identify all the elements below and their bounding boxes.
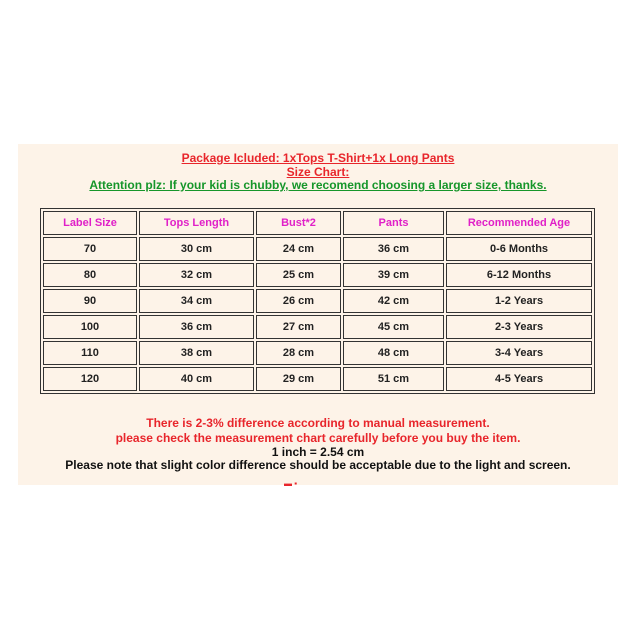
tops-length-cell: 38 cm (139, 341, 254, 365)
label-size-cell: 70 (43, 237, 137, 261)
table-header-row (43, 211, 592, 235)
bust-cell: 29 cm (256, 367, 341, 391)
pants-cell: 48 cm (343, 341, 444, 365)
check-chart-note: please check the measurement chart carefully before you buy the item. (115, 431, 521, 445)
table-row (43, 315, 592, 339)
bust-cell: 24 cm (256, 237, 341, 261)
age-cell: 6-12 Months (446, 263, 592, 287)
measurement-difference-note: There is 2-3% difference according to manual measurement. (146, 416, 490, 430)
age-cell: 2-3 Years (446, 315, 592, 339)
header-bust: Bust*2 (256, 211, 341, 235)
size-chart-panel (18, 144, 618, 488)
table-row (43, 289, 592, 313)
header-pants: Pants (343, 211, 444, 235)
pants-cell: 39 cm (343, 263, 444, 287)
label-size-cell: 110 (43, 341, 137, 365)
tops-length-cell: 36 cm (139, 315, 254, 339)
label-size-cell: 90 (43, 289, 137, 313)
age-cell: 0-6 Months (446, 237, 592, 261)
tops-length-cell: 30 cm (139, 237, 254, 261)
table-row (43, 341, 592, 365)
pants-cell: 45 cm (343, 315, 444, 339)
color-difference-note: Please note that slight color difference should be acceptable due to the light and screen. (65, 458, 571, 472)
header-recommended-age: Recommended Age (446, 211, 592, 235)
table-row (43, 237, 592, 261)
bust-cell: 27 cm (256, 315, 341, 339)
tops-length-cell: 40 cm (139, 367, 254, 391)
pants-cell: 51 cm (343, 367, 444, 391)
age-cell: 3-4 Years (446, 341, 592, 365)
bust-cell: 28 cm (256, 341, 341, 365)
bust-cell: 26 cm (256, 289, 341, 313)
age-cell: 4-5 Years (446, 367, 592, 391)
table-row (43, 263, 592, 287)
header-tops-length: Tops Length (139, 211, 254, 235)
tops-length-cell: 34 cm (139, 289, 254, 313)
bust-cell: 25 cm (256, 263, 341, 287)
package-included-text: Package Icluded: 1xTops T-Shirt+1x Long Pants (181, 151, 455, 165)
inch-conversion-note: 1 inch = 2.54 cm (271, 445, 365, 459)
label-size-cell: 100 (43, 315, 137, 339)
age-cell: 1-2 Years (446, 289, 592, 313)
header-label-size: Label Size (43, 211, 137, 235)
pants-cell: 42 cm (343, 289, 444, 313)
tops-length-cell: 32 cm (139, 263, 254, 287)
pants-cell: 36 cm (343, 237, 444, 261)
label-size-cell: 120 (43, 367, 137, 391)
size-chart-table (40, 208, 595, 394)
cropped-red-text-fragment: ▬ ▪ (284, 479, 298, 488)
label-size-cell: 80 (43, 263, 137, 287)
size-chart-title: Size Chart: (286, 165, 350, 179)
attention-note: Attention plz: If your kid is chubby, we recomend choosing a larger size, thanks. (89, 178, 547, 192)
table-row (43, 367, 592, 391)
